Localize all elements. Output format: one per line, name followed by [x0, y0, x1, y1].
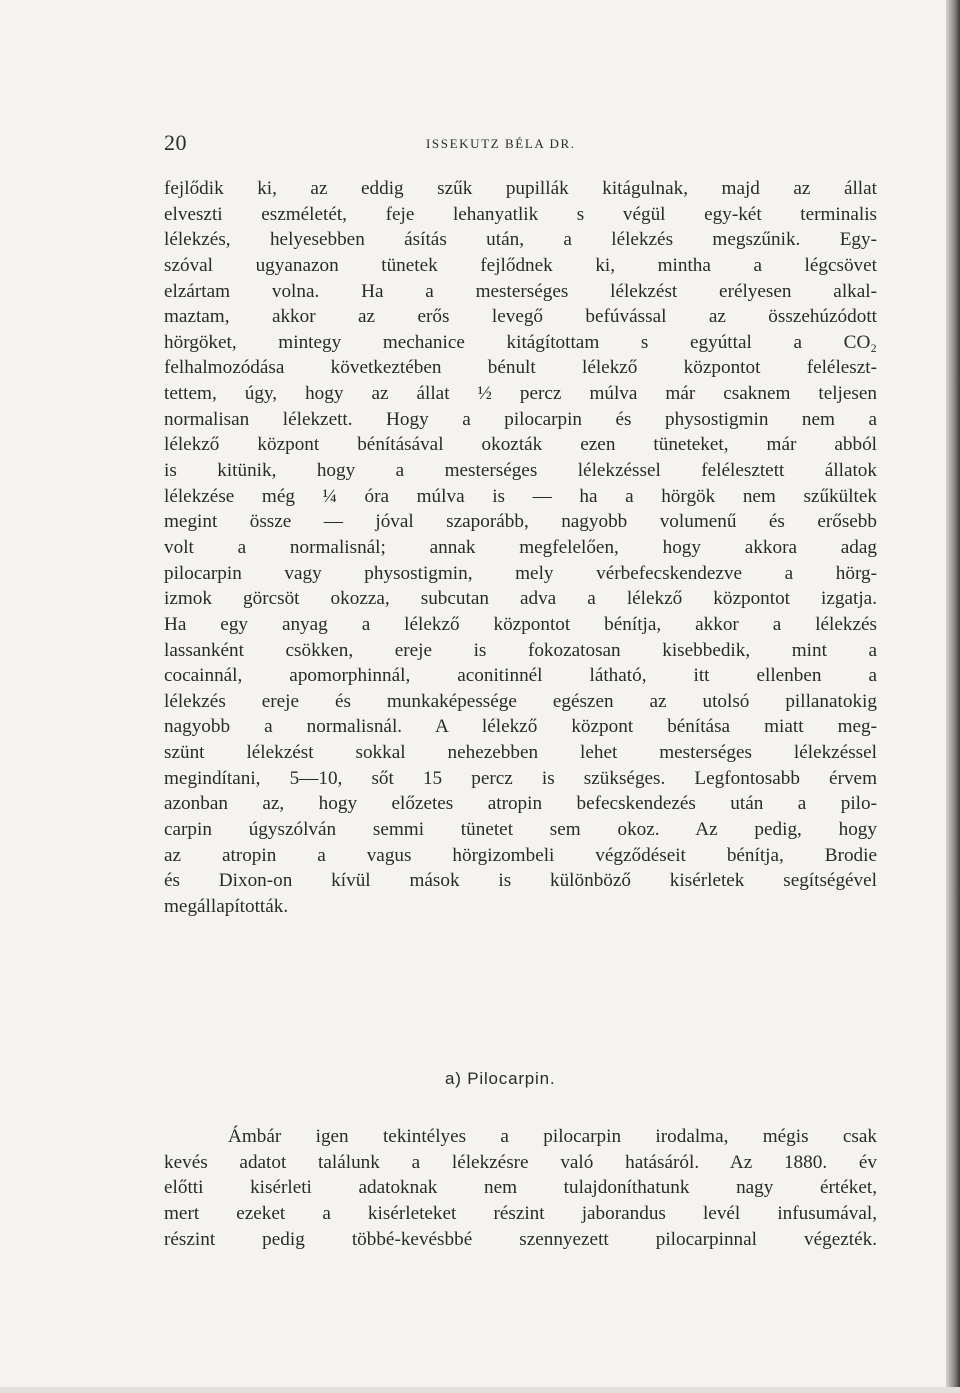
text-line: szóval ugyanazon tünetek fejlődnek ki, mintha a légcsövet — [164, 254, 877, 276]
text-line: maztam, akkor az erős levegő befúvással az összehúzódott — [164, 306, 877, 328]
text-line: tettem, úgy, hogy az állat ½ percz múlva már csaknem teljesen — [164, 383, 877, 405]
text-line: Ámbár igen tekintélyes a pilocarpin irodalma, mégis csak — [228, 1126, 877, 1147]
paragraph-1 — [164, 176, 877, 920]
text-line: kevés adatot találunk a lélekzésre való hatásáról. Az 1880. év — [164, 1151, 877, 1173]
text-line: Ha egy anyag a lélekző központot bénítja, akkor a lélekzés — [164, 613, 877, 635]
text-line: elzártam volna. Ha a mesterséges lélekzést erélyesen alkal- — [164, 280, 877, 302]
text-line: lassanként csökken, ereje is fokozatosan kisebbedik, mint a — [164, 639, 877, 661]
text-line: lélekzése még ¼ óra múlva is — ha a hörgök nem szűkültek — [164, 485, 877, 507]
section-heading: a) Pilocarpin. — [445, 1069, 556, 1088]
running-head: ISSEKUTZ BÉLA DR. — [426, 136, 576, 151]
text-line: az atropin a vagus hörgizombeli végződéseit bénítja, Brodie — [164, 844, 877, 866]
text-line: megállapították. — [164, 895, 289, 917]
text-line: volt a normalisnál; annak megfelelően, hogy akkora adag — [164, 536, 877, 558]
text-line: megint össze — jóval szaporább, nagyobb volumenű és erősebb — [164, 511, 877, 533]
text-line: elveszti eszméletét, feje lehanyatlik s végül egy-két terminalis — [164, 203, 877, 225]
text-line: megindítani, 5—10, sőt 15 percz is szükséges. Legfontosabb érvem — [164, 767, 877, 789]
text-line: szünt lélekzést sokkal nehezebben lehet mesterséges lélekzéssel — [164, 742, 877, 764]
text-line: lélekzés ereje és munkaképessége egészen az utolsó pillanatokig — [164, 690, 877, 712]
text-line: cocainnál, apomorphinnál, aconitinnél látható, itt ellenben a — [164, 665, 877, 687]
text-line: hörgöket, mintegy mechanice kitágítottam s egyúttal a CO₂ — [164, 331, 877, 353]
page-bottom-edge — [0, 1387, 960, 1393]
text-line: carpin úgyszólván semmi tünetet sem okoz. Az pedig, hogy — [164, 819, 877, 841]
text-line: is kitünik, hogy a mesterséges lélekzéssel felélesztett állatok — [164, 460, 877, 482]
text-line: pilocarpin vagy physostigmin, mely vérbefecskendezve a hörg- — [164, 562, 877, 584]
text-line: normalisan lélekzett. Hogy a pilocarpin és physostigmin nem a — [164, 408, 877, 430]
text-line: fejlődik ki, az eddig szűk pupillák kitágulnak, majd az állat — [164, 178, 877, 199]
text-line: és Dixon-on kívül mások is különböző kisérletek segítségével — [164, 870, 877, 892]
text-line: lélekző központ bénításával okozták ezen tüneteket, már abból — [164, 434, 877, 456]
text-line: előtti kisérleti adatoknak nem tulajdoníthatunk nagy értéket, — [164, 1177, 877, 1199]
text-line: felhalmozódása következtében bénult lélekző központot feléleszt- — [164, 357, 877, 379]
paragraph-2 — [164, 1124, 877, 1252]
text-line: nagyobb a normalisnál. A lélekző központ bénítása miatt meg- — [164, 716, 877, 738]
text-line: mert ezeket a kisérleteket részint jaborandus levél infusumával, — [164, 1202, 877, 1224]
text-line: lélekzés, helyesebben ásítás után, a lélekzés megszűnik. Egy- — [164, 229, 877, 251]
page-number: 20 — [164, 130, 187, 155]
text-line: azonban az, hogy előzetes atropin befecskendezés után a pilo- — [164, 793, 877, 815]
text-line: izmok görcsöt okozza, subcutan adva a lélekző központot izgatja. — [164, 588, 877, 610]
page-edge-shadow — [946, 0, 960, 1393]
text-line: részint pedig többé-kevésbbé szennyezett pilocarpinnal végezték. — [164, 1228, 877, 1250]
